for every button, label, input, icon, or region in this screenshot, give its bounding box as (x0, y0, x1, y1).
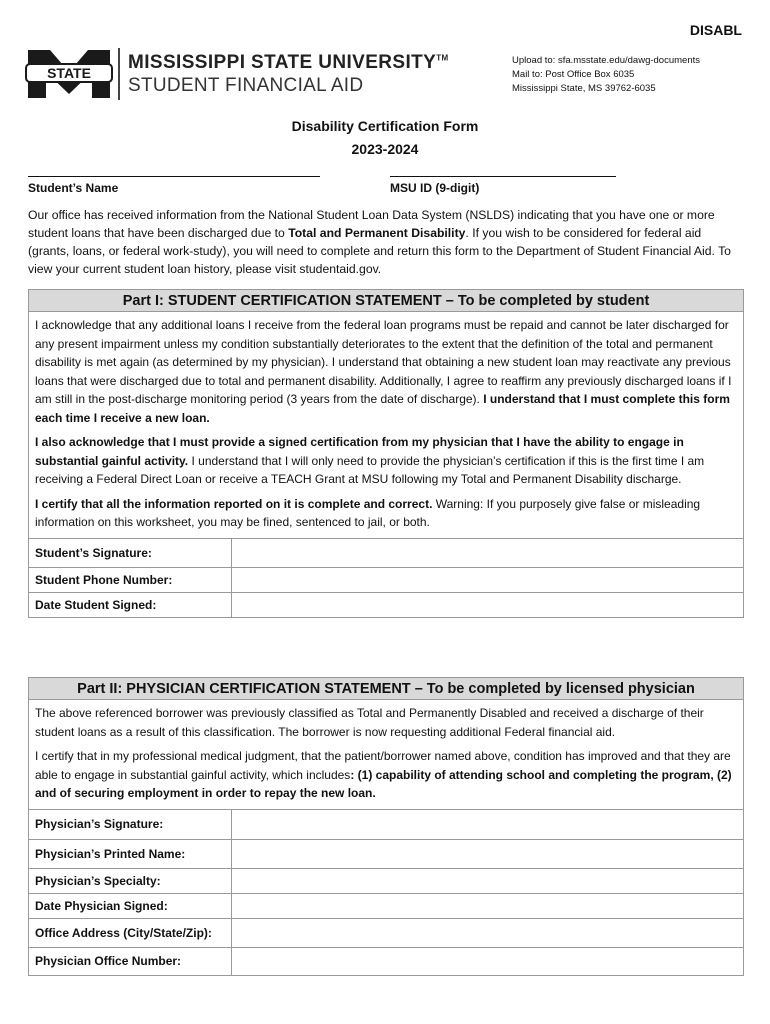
university-name: MISSISSIPPI STATE UNIVERSITY™ (128, 52, 449, 73)
address-line: Mail to: Post Office Box 6035 (512, 69, 635, 80)
part1-section (28, 289, 744, 618)
physician-fields-table (29, 809, 743, 976)
msu-id-line[interactable] (390, 176, 616, 177)
student-fields-table (29, 538, 743, 618)
part1-heading: Part I: STUDENT CERTIFICATION STATEMENT – To be completed by student (29, 290, 743, 312)
physician-specialty-field[interactable] (232, 868, 744, 893)
physician-signature-label: Physician’s Signature: (29, 809, 232, 839)
date-student-signed-label: Date Student Signed: (29, 592, 232, 617)
part1-paragraph-2: I also acknowledge that I must provide a signed certification from my physician that I have the ability to engage in substantial gainful activity. I understand that I will only need to provide the physician’s certification if this is the first time I am receiving a Federal Direct Loan or receive a TEACH Grant at MSU following my Total and Permanent Disability discharge. (35, 435, 705, 486)
physician-printed-name-label: Physician’s Printed Name: (29, 839, 232, 868)
department-name: STUDENT FINANCIAL AID (128, 75, 364, 96)
physician-office-number-field[interactable] (232, 947, 744, 975)
form-title (0, 115, 770, 161)
physician-printed-name-field[interactable] (232, 839, 744, 868)
office-address-label: Office Address (City/State/Zip): (29, 918, 232, 947)
brand-block (128, 52, 449, 97)
student-name-line[interactable] (28, 176, 320, 177)
office-address-field[interactable] (232, 918, 744, 947)
mailing-address (512, 54, 700, 96)
form-title-year: 2023-2024 (351, 141, 419, 157)
intro-paragraph: Our office has received information from the National Student Loan Data System (NSLDS) indicating that you have one or more student loans that have been discharged due to Total and Permanent Disability. If you wish to be considered for federal aid (grants, loans, or federal work-study), you will need to complete and return this form to the Department of Student Financial Aid. To view your current student loan history, please visit studentaid.gov. (28, 208, 731, 276)
physician-signature-field[interactable] (232, 809, 744, 839)
logo-text: STATE (47, 65, 91, 81)
brand-divider (118, 48, 120, 100)
msu-id-label: MSU ID (9-digit) (390, 181, 480, 195)
part2-statement (29, 700, 743, 809)
address-line: Mississippi State, MS 39762-6035 (512, 83, 656, 94)
date-physician-signed-label: Date Physician Signed: (29, 893, 232, 918)
student-phone-field[interactable] (232, 567, 744, 592)
student-signature-field[interactable] (232, 538, 744, 567)
student-name-label: Student’s Name (28, 181, 119, 195)
student-phone-label: Student Phone Number: (29, 567, 232, 592)
physician-office-number-label: Physician Office Number: (29, 947, 232, 975)
part2-section (28, 677, 744, 976)
address-line: Upload to: sfa.msstate.edu/dawg-documents (512, 55, 700, 66)
part1-paragraph-3: I certify that all the information reported on it is complete and correct. Warning: If you purposely give false or misleading information on this worksheet, you may be fined, sentenced to jail, or both. (35, 496, 701, 529)
student-signature-label: Student’s Signature: (29, 538, 232, 567)
part1-statement (29, 312, 743, 538)
physician-specialty-label: Physician’s Specialty: (29, 868, 232, 893)
date-student-signed-field[interactable] (232, 592, 744, 617)
trademark-mark: TM (436, 53, 449, 63)
date-physician-signed-field[interactable] (232, 893, 744, 918)
document-code: DISABL (689, 22, 742, 38)
part2-paragraph-1: The above referenced borrower was previously classified as Total and Permanently Disabled and received a discharge of their student loans as a result of this classification. The borrower is now requesting additional Federal financial aid. (35, 706, 704, 739)
msu-state-logo (24, 46, 114, 102)
part2-heading: Part II: PHYSICIAN CERTIFICATION STATEMENT – To be completed by licensed physician (29, 678, 743, 700)
part2-paragraph-2: I certify that in my professional medical judgment, that the patient/borrower named above, condition has improved and that they are able to engage in substantial gainful activity, which includes: (1) capability of attending school and completing the program, (2) and of securing employment in order to repay the new loan. (35, 749, 732, 800)
part1-paragraph-1: I acknowledge that any additional loans I receive from the federal loan programs must be repaid and cannot be later discharged for any present impairment unless my condition substantially deteriorates to the extent that the definition of the total and permanent disability is met again (as determined by my physician). I understand that obtaining a new student loan may reactivate any previous loans that were discharged due to total and permanent disability. Additionally, I agree to reaffirm any previously discharged loans if I am still in the post-discharge monitoring period (3 years from the date of discharge). I understand that I must complete this form each time I receive a new loan. (35, 318, 732, 425)
form-title-name: Disability Certification Form (291, 118, 479, 134)
